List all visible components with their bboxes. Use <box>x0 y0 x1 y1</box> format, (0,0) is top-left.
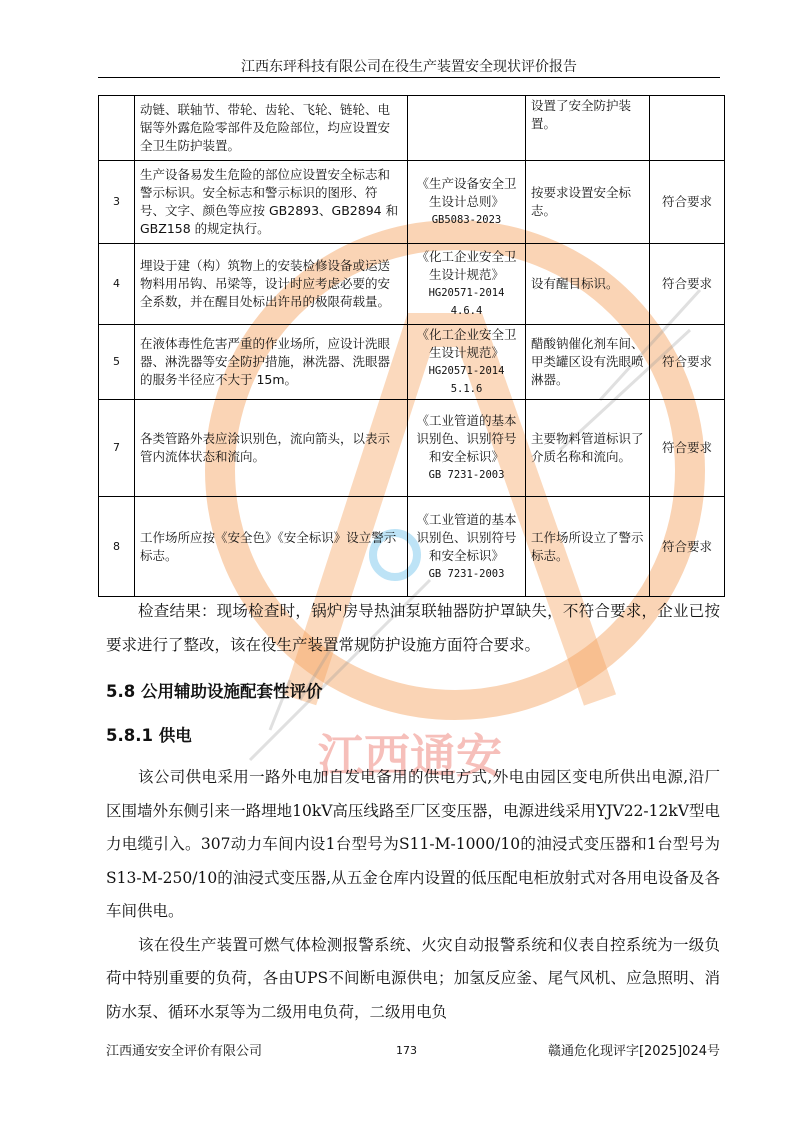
result-cell: 符合要求 <box>650 244 725 325</box>
basis-code: HG20571-2014 5.1.6 <box>428 365 505 395</box>
page-header: 江西东玶科技有限公司在役生产装置安全现状评价报告 <box>241 59 577 75</box>
basis-cell <box>408 244 526 325</box>
actual-cell: 醋酸钠催化剂车间、甲类罐区设有洗眼喷淋器。 <box>526 325 650 400</box>
basis-title: 《化工企业安全卫生设计规范》 <box>416 249 517 282</box>
table-row <box>99 96 725 161</box>
paragraph: 该公司供电采用一路外电加自发电备用的供电方式,外电由园区变电所供出电源,沿厂区围墙外东侧引来一路埋地10kV高压线路至厂区变压器，电源进线采用YJV22-12kV型电力电缆引入。307动力车间内设1台型号为S11-M-1000/10的油浸式变压器和1台型号为S13-M-250/10的油浸式变压器,从五金仓库内设置的低压配电柜放射式对各用电设备及各车间供电。 <box>106 768 720 920</box>
footer-company: 江西通安安全评价有限公司 <box>106 1044 263 1059</box>
row-number: 8 <box>99 497 135 597</box>
basis-title: 《工业管道的基本识别色、识别符号和安全标识》 <box>416 511 517 563</box>
basis-cell <box>408 161 526 244</box>
section-heading: 5.8 公用辅助设施配套性评价 <box>106 682 323 701</box>
section-body <box>106 761 720 1029</box>
check-result-text: 检查结果：现场检查时，锅炉房导热油泵联轴器防护罩缺失，不符合要求，企业已按要求进行了整改，该在役生产装置常规防护设施方面符合要求。 <box>106 602 720 654</box>
footer-doc-number: 赣通危化现评字[2025]024号 <box>547 1044 720 1059</box>
svg-text:江西通安: 江西通安 <box>318 729 502 783</box>
row-number: 3 <box>99 161 135 244</box>
result-cell: 符合要求 <box>650 497 725 597</box>
basis-code: GB 7231-2003 <box>428 567 505 580</box>
actual-cell: 按要求设置安全标志。 <box>526 161 650 244</box>
basis-cell <box>408 497 526 597</box>
inspection-table <box>98 95 725 597</box>
basis-cell <box>408 400 526 497</box>
actual-cell: 主要物料管道标识了介质名称和流向。 <box>526 400 650 497</box>
table-row <box>99 497 725 597</box>
basis-cell <box>408 96 526 161</box>
row-number: 7 <box>99 400 135 497</box>
basis-title: 《化工企业安全卫生设计规范》 <box>416 327 517 360</box>
basis-title: 《工业管道的基本识别色、识别符号和安全标识》 <box>416 413 517 464</box>
result-cell: 符合要求 <box>650 325 725 400</box>
table-row <box>99 161 725 244</box>
result-cell: 符合要求 <box>650 400 725 497</box>
requirement-cell: 动链、联轴节、带轮、齿轮、飞轮、链轮、电锯等外露危险零部件及危险部位，均应设置安全卫生防护装置。 <box>135 96 408 161</box>
subsection-heading: 5.8.1 供电 <box>106 726 192 745</box>
table-row <box>99 400 725 497</box>
basis-title: 《生产设备安全卫生设计总则》 <box>416 176 517 209</box>
requirement-cell: 工作场所应按《安全色》《安全标识》设立警示标志。 <box>135 497 408 597</box>
result-cell: 符合要求 <box>650 161 725 244</box>
basis-code: GB5083-2023 <box>431 214 502 226</box>
requirement-cell: 生产设备易发生危险的部位应设置安全标志和警示标识。安全标志和警示标识的图形、符号、文字、颜色等应按 GB2893、GB2894 和 GBZ158 的规定执行。 <box>135 161 408 244</box>
row-number: 4 <box>99 244 135 325</box>
actual-cell: 工作场所设立了警示标志。 <box>526 497 650 597</box>
page-number: 173 <box>396 1044 417 1057</box>
actual-cell: 设置了安全防护装置。 <box>526 96 650 161</box>
table-row <box>99 244 725 325</box>
row-number <box>99 96 135 161</box>
requirement-cell: 埋设于建（构）筑物上的安装检修设备或运送物料用吊钩、吊梁等，设计时应考虑必要的安全系数，并在醒目处标出许吊的极限荷载量。 <box>135 244 408 325</box>
actual-cell: 设有醒目标识。 <box>526 244 650 325</box>
table-row <box>99 325 725 400</box>
row-number: 5 <box>99 325 135 400</box>
basis-cell <box>408 325 526 400</box>
requirement-cell: 各类管路外表应涂识别色，流向箭头，以表示管内流体状态和流向。 <box>135 400 408 497</box>
basis-code: GB 7231-2003 <box>428 469 505 481</box>
requirement-cell: 在液体毒性危害严重的作业场所，应设计洗眼器、淋洗器等安全防护措施，淋洗器、洗眼器的服务半径应不大于 15m。 <box>135 325 408 400</box>
basis-code: HG20571-2014 4.6.4 <box>428 287 505 317</box>
result-cell <box>650 96 725 161</box>
check-result-block <box>106 595 720 662</box>
header-divider <box>98 77 720 78</box>
paragraph: 该在役生产装置可燃气体检测报警系统、火灾自动报警系统和仪表自控系统为一级负荷中特别重要的负荷，各由UPS不间断电源供电；加氢反应釜、尾气风机、应急照明、消防水泵、循环水泵等为二级用电负荷，二级用电负 <box>106 935 720 1021</box>
